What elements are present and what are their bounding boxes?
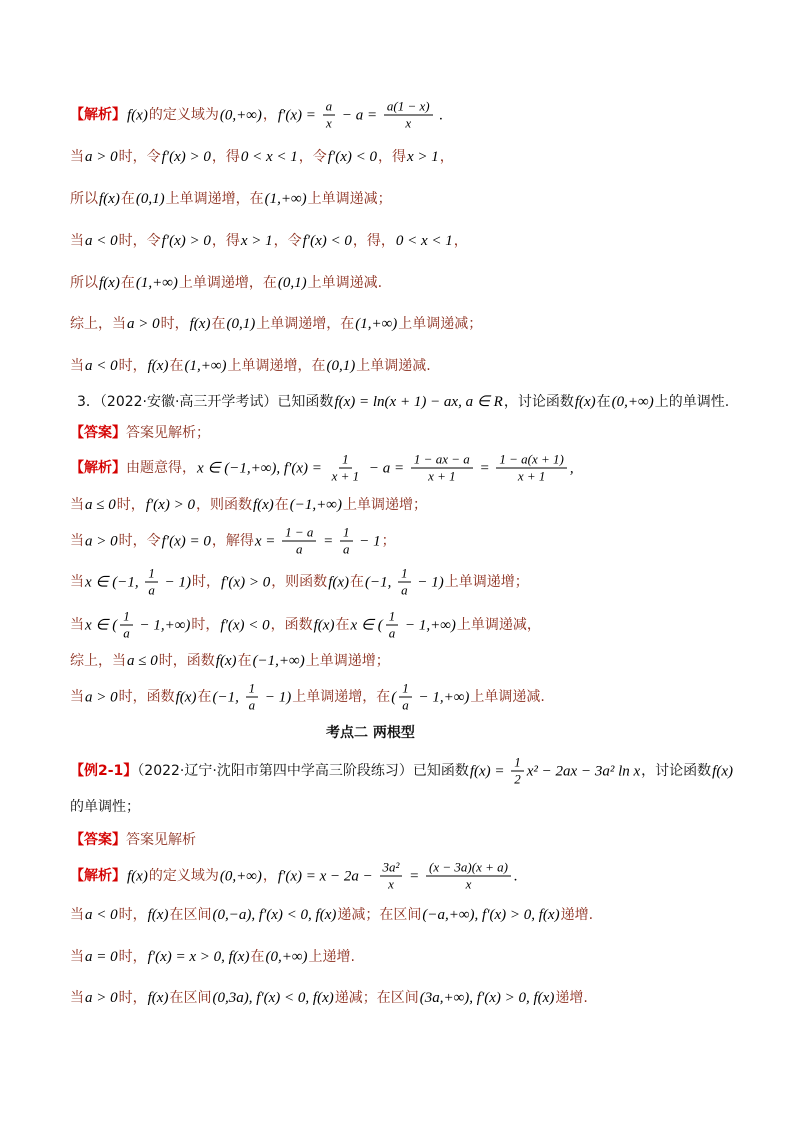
text-run: 当	[70, 358, 84, 374]
text-run: 综上，当	[70, 653, 126, 669]
math-expression: (0,−a), f′(x) < 0, f(x)	[212, 907, 337, 923]
fraction	[496, 453, 566, 484]
fraction-denominator: a	[123, 625, 130, 641]
math-expression: (0,+∞)	[219, 107, 262, 123]
text-run: 时，令	[118, 533, 161, 549]
text-run: ，得	[211, 233, 240, 249]
math-expression: f′(x) = 0	[161, 533, 211, 549]
solution-line	[70, 230, 468, 252]
fraction-denominator: a	[248, 697, 256, 713]
fraction	[323, 100, 336, 131]
math-expression: (0,+∞)	[219, 868, 262, 884]
text-run: 上递增.	[308, 949, 355, 965]
fraction-denominator: a	[388, 625, 396, 641]
math-expression: =	[475, 460, 494, 476]
fraction	[120, 610, 133, 641]
text-run: 时，函数	[158, 653, 215, 669]
fraction-numerator: (x − 3a)(x + a)	[426, 861, 511, 877]
math-expression: − 1	[355, 533, 381, 549]
section-label: 【解析】	[70, 868, 126, 884]
text-run: 当	[70, 949, 84, 965]
math-expression: (0,+∞)	[265, 949, 308, 965]
text-run: 当	[70, 149, 84, 165]
fraction-numerator: 1	[339, 453, 352, 469]
math-expression: x > 1	[240, 233, 273, 249]
text-run: 当	[70, 990, 84, 1006]
math-expression: f(x)	[574, 394, 596, 410]
math-expression: a > 0	[85, 533, 118, 549]
math-expression: (−1,	[365, 574, 396, 590]
text-run: 递增.	[555, 990, 588, 1006]
solution-line	[70, 650, 390, 672]
text-run: 综上，当	[70, 316, 126, 332]
text-run: 3．（2022·安徽·高三开学考试）已知函数	[77, 394, 334, 410]
text-run: 上单调递减.	[470, 689, 545, 705]
math-expression: x ∈ (−1,	[85, 574, 143, 590]
fraction	[426, 861, 511, 892]
text-run: 在	[120, 191, 135, 207]
text-run: 时，	[191, 574, 220, 590]
fraction	[399, 682, 412, 713]
text-run: 当	[70, 497, 84, 513]
math-expression: a < 0	[85, 907, 118, 923]
math-expression: f′(x) < 0	[220, 617, 270, 633]
text-run: 时，	[118, 358, 147, 374]
text-run: 当	[70, 574, 84, 590]
text-run: 时，	[118, 949, 147, 965]
text-run: 递增.	[560, 907, 594, 923]
text-run: 由题意得，	[126, 460, 196, 476]
text-run: ，得	[377, 149, 406, 165]
solution-line	[70, 946, 355, 968]
math-expression: f′(x) < 0	[302, 233, 352, 249]
text-run: 当	[70, 689, 84, 705]
solution-line	[70, 355, 431, 377]
math-expression: f′(x) < 0	[327, 149, 377, 165]
math-expression: (0,1)	[226, 316, 256, 332]
text-run: ，得	[211, 149, 240, 165]
fraction-denominator: x + 1	[428, 468, 456, 484]
math-expression: f(x)	[127, 107, 148, 123]
text-run: 所以	[70, 191, 98, 207]
fraction-numerator: 1	[511, 756, 524, 772]
text-run: 上单调递增；	[444, 574, 529, 590]
text-run: ，解得	[211, 533, 254, 549]
math-expression: f(x)	[215, 653, 237, 669]
math-expression: (0,+∞)	[611, 394, 654, 410]
math-expression: a > 0	[85, 689, 118, 705]
math-expression: a = 0	[85, 949, 118, 965]
question-line	[77, 391, 729, 413]
solution-line	[70, 313, 482, 335]
fraction-denominator: a	[296, 541, 303, 557]
text-run: 时，函数	[118, 689, 175, 705]
math-expression: a < 0	[85, 358, 118, 374]
fraction	[145, 567, 158, 598]
section-label: 【解析】	[70, 107, 126, 123]
math-expression: f′(x) =	[277, 107, 320, 123]
math-expression: a > 0	[127, 316, 160, 332]
fraction	[282, 526, 316, 557]
fraction-denominator: x + 1	[331, 468, 360, 484]
solution-line	[70, 861, 519, 892]
solution-line	[70, 987, 588, 1009]
text-run: 上单调递减；	[307, 191, 392, 207]
answer-line	[70, 422, 210, 444]
text-run: 当	[70, 533, 84, 549]
text-run: 时，	[118, 907, 147, 923]
math-expression: 0 < x < 1	[240, 149, 298, 165]
math-expression: =	[319, 533, 338, 549]
fraction-numerator: a	[323, 100, 336, 116]
text-run: ，得，	[352, 233, 395, 249]
text-run: 在	[120, 275, 135, 291]
fraction-numerator: 1	[398, 567, 411, 583]
math-expression: x > 1	[406, 149, 439, 165]
math-expression: a ≤ 0	[127, 653, 158, 669]
solution-line	[70, 526, 396, 557]
math-expression: f(x)	[175, 689, 197, 705]
text-run: 时，	[116, 497, 145, 513]
math-expression: − a =	[365, 460, 408, 476]
fraction-denominator: a	[401, 582, 408, 598]
text-run: 上单调递增，在	[227, 358, 326, 374]
text-run: 上单调递增，在	[292, 689, 391, 705]
math-expression: f(x) = ln(x + 1) − ax, a ∈ R	[334, 394, 503, 410]
math-expression: f(x)	[328, 574, 350, 590]
text-run: 在区间	[169, 907, 212, 923]
fraction	[380, 861, 403, 892]
fraction-denominator: x	[325, 115, 332, 131]
text-run: 上单调递增，在	[165, 191, 264, 207]
section-label: 【答案】	[70, 425, 126, 441]
math-expression: a > 0	[85, 990, 118, 1006]
text-run: 时，	[191, 617, 220, 633]
text-run: 上单调递增，在	[256, 316, 355, 332]
solution-line	[70, 567, 529, 598]
text-run: 的单调性；	[70, 799, 140, 815]
text-run: ，令	[273, 233, 302, 249]
text-run: 答案见解析	[126, 832, 196, 848]
math-expression: − 1,+∞)	[401, 617, 456, 633]
text-run: 在	[250, 949, 265, 965]
math-expression: f′(x) > 0	[161, 149, 211, 165]
math-expression: f(x)	[252, 497, 274, 513]
math-expression: f(x)	[189, 316, 211, 332]
fraction-denominator: x	[465, 876, 472, 892]
fraction-numerator: 1	[340, 526, 353, 542]
answer-line	[70, 829, 196, 851]
math-expression: (−1,+∞)	[252, 653, 305, 669]
math-expression: x ∈ (−1,+∞), f′(x) =	[197, 460, 326, 476]
math-expression: x =	[254, 533, 280, 549]
solution-line	[70, 188, 392, 210]
text-run: ，则函数	[195, 497, 252, 513]
math-expression: f(x)	[147, 990, 169, 1006]
fraction	[511, 756, 524, 787]
math-expression: (3a,+∞), f′(x) > 0, f(x)	[419, 990, 555, 1006]
fraction-numerator: 1	[120, 610, 133, 626]
math-expression: f(x)	[99, 191, 120, 207]
math-expression: a > 0	[85, 149, 118, 165]
math-expression: (−1,+∞)	[289, 497, 342, 513]
section-heading: 考点二 两根型	[326, 725, 415, 741]
solution-line	[70, 494, 427, 516]
text-run: 上单调递增，在	[178, 275, 277, 291]
text-run: 在	[211, 316, 226, 332]
math-expression: f(x)	[99, 275, 120, 291]
text-run: 的定义域为	[148, 107, 219, 123]
text-run: 在	[237, 653, 252, 669]
math-expression: .	[513, 868, 518, 884]
text-run: 时，令	[118, 149, 161, 165]
text-run: 递减；在区间	[334, 990, 419, 1006]
text-run: 当	[70, 233, 84, 249]
fraction-numerator: 1 − ax − a	[411, 453, 473, 469]
text-run: ，则函数	[271, 574, 328, 590]
math-expression: (0,1)	[135, 191, 165, 207]
math-expression: f′(x) > 0	[161, 233, 211, 249]
fraction	[329, 453, 363, 484]
math-expression: f(x)	[712, 763, 733, 779]
text-run: 在区间	[169, 990, 212, 1006]
text-run: 在	[197, 689, 212, 705]
fraction-denominator: a	[148, 582, 155, 598]
fraction	[386, 610, 399, 641]
math-expression: (−1,	[212, 689, 243, 705]
fraction-denominator: x	[405, 115, 412, 131]
solution-line	[70, 453, 575, 484]
math-expression: x ∈ (	[85, 617, 118, 633]
math-expression: =	[405, 868, 424, 884]
text-run: ，令	[298, 149, 327, 165]
math-expression: f(x)	[147, 907, 169, 923]
text-run: 上单调递增；	[305, 653, 390, 669]
question-line	[70, 796, 140, 818]
text-run: 在	[274, 497, 289, 513]
math-expression: (0,3a), f′(x) < 0, f(x)	[212, 990, 334, 1006]
math-expression: (1,+∞)	[135, 275, 178, 291]
text-run: ，讨论函数	[503, 394, 574, 410]
solution-line	[70, 100, 444, 131]
fraction-numerator: 1	[145, 567, 158, 583]
fraction-denominator: 2	[514, 771, 521, 787]
text-run: 上单调递减；	[398, 316, 483, 332]
text-run: 上单调递减.	[356, 358, 431, 374]
math-expression: f′(x) > 0	[145, 497, 195, 513]
text-run: 当	[70, 617, 84, 633]
solution-line	[70, 904, 593, 926]
text-run: ，函数	[270, 617, 313, 633]
fraction-numerator: a(1 − x)	[384, 100, 433, 116]
text-run: ，讨论函数	[641, 763, 712, 779]
math-expression: − 1,+∞)	[414, 689, 470, 705]
fraction	[246, 682, 259, 713]
math-expression: 0 < x < 1	[395, 233, 453, 249]
fraction	[340, 526, 353, 557]
fraction-denominator: a	[343, 541, 350, 557]
text-run: 在	[350, 574, 365, 590]
math-expression: f(x) =	[469, 763, 509, 779]
text-run: 当	[70, 907, 84, 923]
fraction-numerator: 1 − a(x + 1)	[496, 453, 566, 469]
fraction-denominator: x	[388, 876, 394, 892]
fraction-denominator: a	[402, 697, 409, 713]
math-expression: (0,1)	[326, 358, 356, 374]
math-expression: − 1)	[413, 574, 444, 590]
math-expression: (−a,+∞), f′(x) > 0, f(x)	[422, 907, 560, 923]
text-run: ，	[262, 107, 277, 123]
text-run: ；	[381, 533, 396, 549]
math-expression: x² − 2ax − 3a² ln x	[526, 763, 641, 779]
text-run: 上单调递增；	[342, 497, 427, 513]
text-run: 在	[596, 394, 611, 410]
text-run: 上单调递减.	[307, 275, 383, 291]
math-expression: (1,+∞)	[184, 358, 227, 374]
text-run: 答案见解析；	[126, 425, 210, 441]
fraction-numerator: 1	[246, 682, 259, 698]
math-expression: ,	[569, 460, 574, 476]
math-expression: − 1,+∞)	[135, 617, 191, 633]
solution-line	[70, 610, 541, 641]
text-run: 上的单调性.	[654, 394, 730, 410]
text-run: 时，	[160, 316, 189, 332]
fraction-numerator: 1 − a	[282, 526, 316, 542]
math-expression: (1,+∞)	[355, 316, 398, 332]
fraction-numerator: 1	[399, 682, 412, 698]
math-expression: f′(x) = x > 0, f(x)	[147, 949, 250, 965]
math-expression: .	[435, 107, 444, 123]
math-expression: − 1)	[261, 689, 292, 705]
solution-line	[70, 272, 382, 294]
text-run: ，	[453, 233, 468, 249]
solution-line	[70, 146, 454, 168]
text-run: ，	[439, 149, 454, 165]
question-line	[70, 756, 734, 787]
math-expression: (0,1)	[277, 275, 307, 291]
fraction-denominator: x + 1	[517, 468, 546, 484]
math-expression: f(x)	[313, 617, 335, 633]
text-run: 递减；在区间	[337, 907, 422, 923]
math-expression: f(x)	[127, 868, 148, 884]
text-run: 所以	[70, 275, 98, 291]
text-run: 的定义域为	[148, 868, 219, 884]
solution-line	[70, 682, 545, 713]
text-run: 上单调递减，	[456, 617, 541, 633]
math-expression: (	[391, 689, 397, 705]
section-label: 【答案】	[70, 832, 126, 848]
text-run: （2022·辽宁·沈阳市第四中学高三阶段练习）已知函数	[137, 763, 469, 779]
fraction	[398, 567, 411, 598]
fraction	[384, 100, 433, 131]
fraction-numerator: 3a²	[380, 861, 403, 877]
math-expression: f′(x) = x − 2a −	[277, 868, 377, 884]
math-expression: x ∈ (	[350, 617, 383, 633]
text-run: ，	[262, 868, 277, 884]
math-expression: a < 0	[85, 233, 118, 249]
text-run: 在	[335, 617, 350, 633]
section-label: 【解析】	[70, 460, 126, 476]
math-expression: (1,+∞)	[264, 191, 307, 207]
math-expression: f′(x) > 0	[220, 574, 271, 590]
text-run: 时，令	[118, 233, 161, 249]
section-label: 【例2-1】	[70, 763, 138, 779]
text-run: 时，	[118, 990, 147, 1006]
math-expression: a ≤ 0	[85, 497, 116, 513]
fraction	[411, 453, 473, 484]
fraction-numerator: 1	[386, 610, 399, 626]
math-expression: f(x)	[147, 358, 169, 374]
math-expression: − 1)	[160, 574, 191, 590]
math-expression: − a =	[338, 107, 381, 123]
text-run: 在	[169, 358, 184, 374]
